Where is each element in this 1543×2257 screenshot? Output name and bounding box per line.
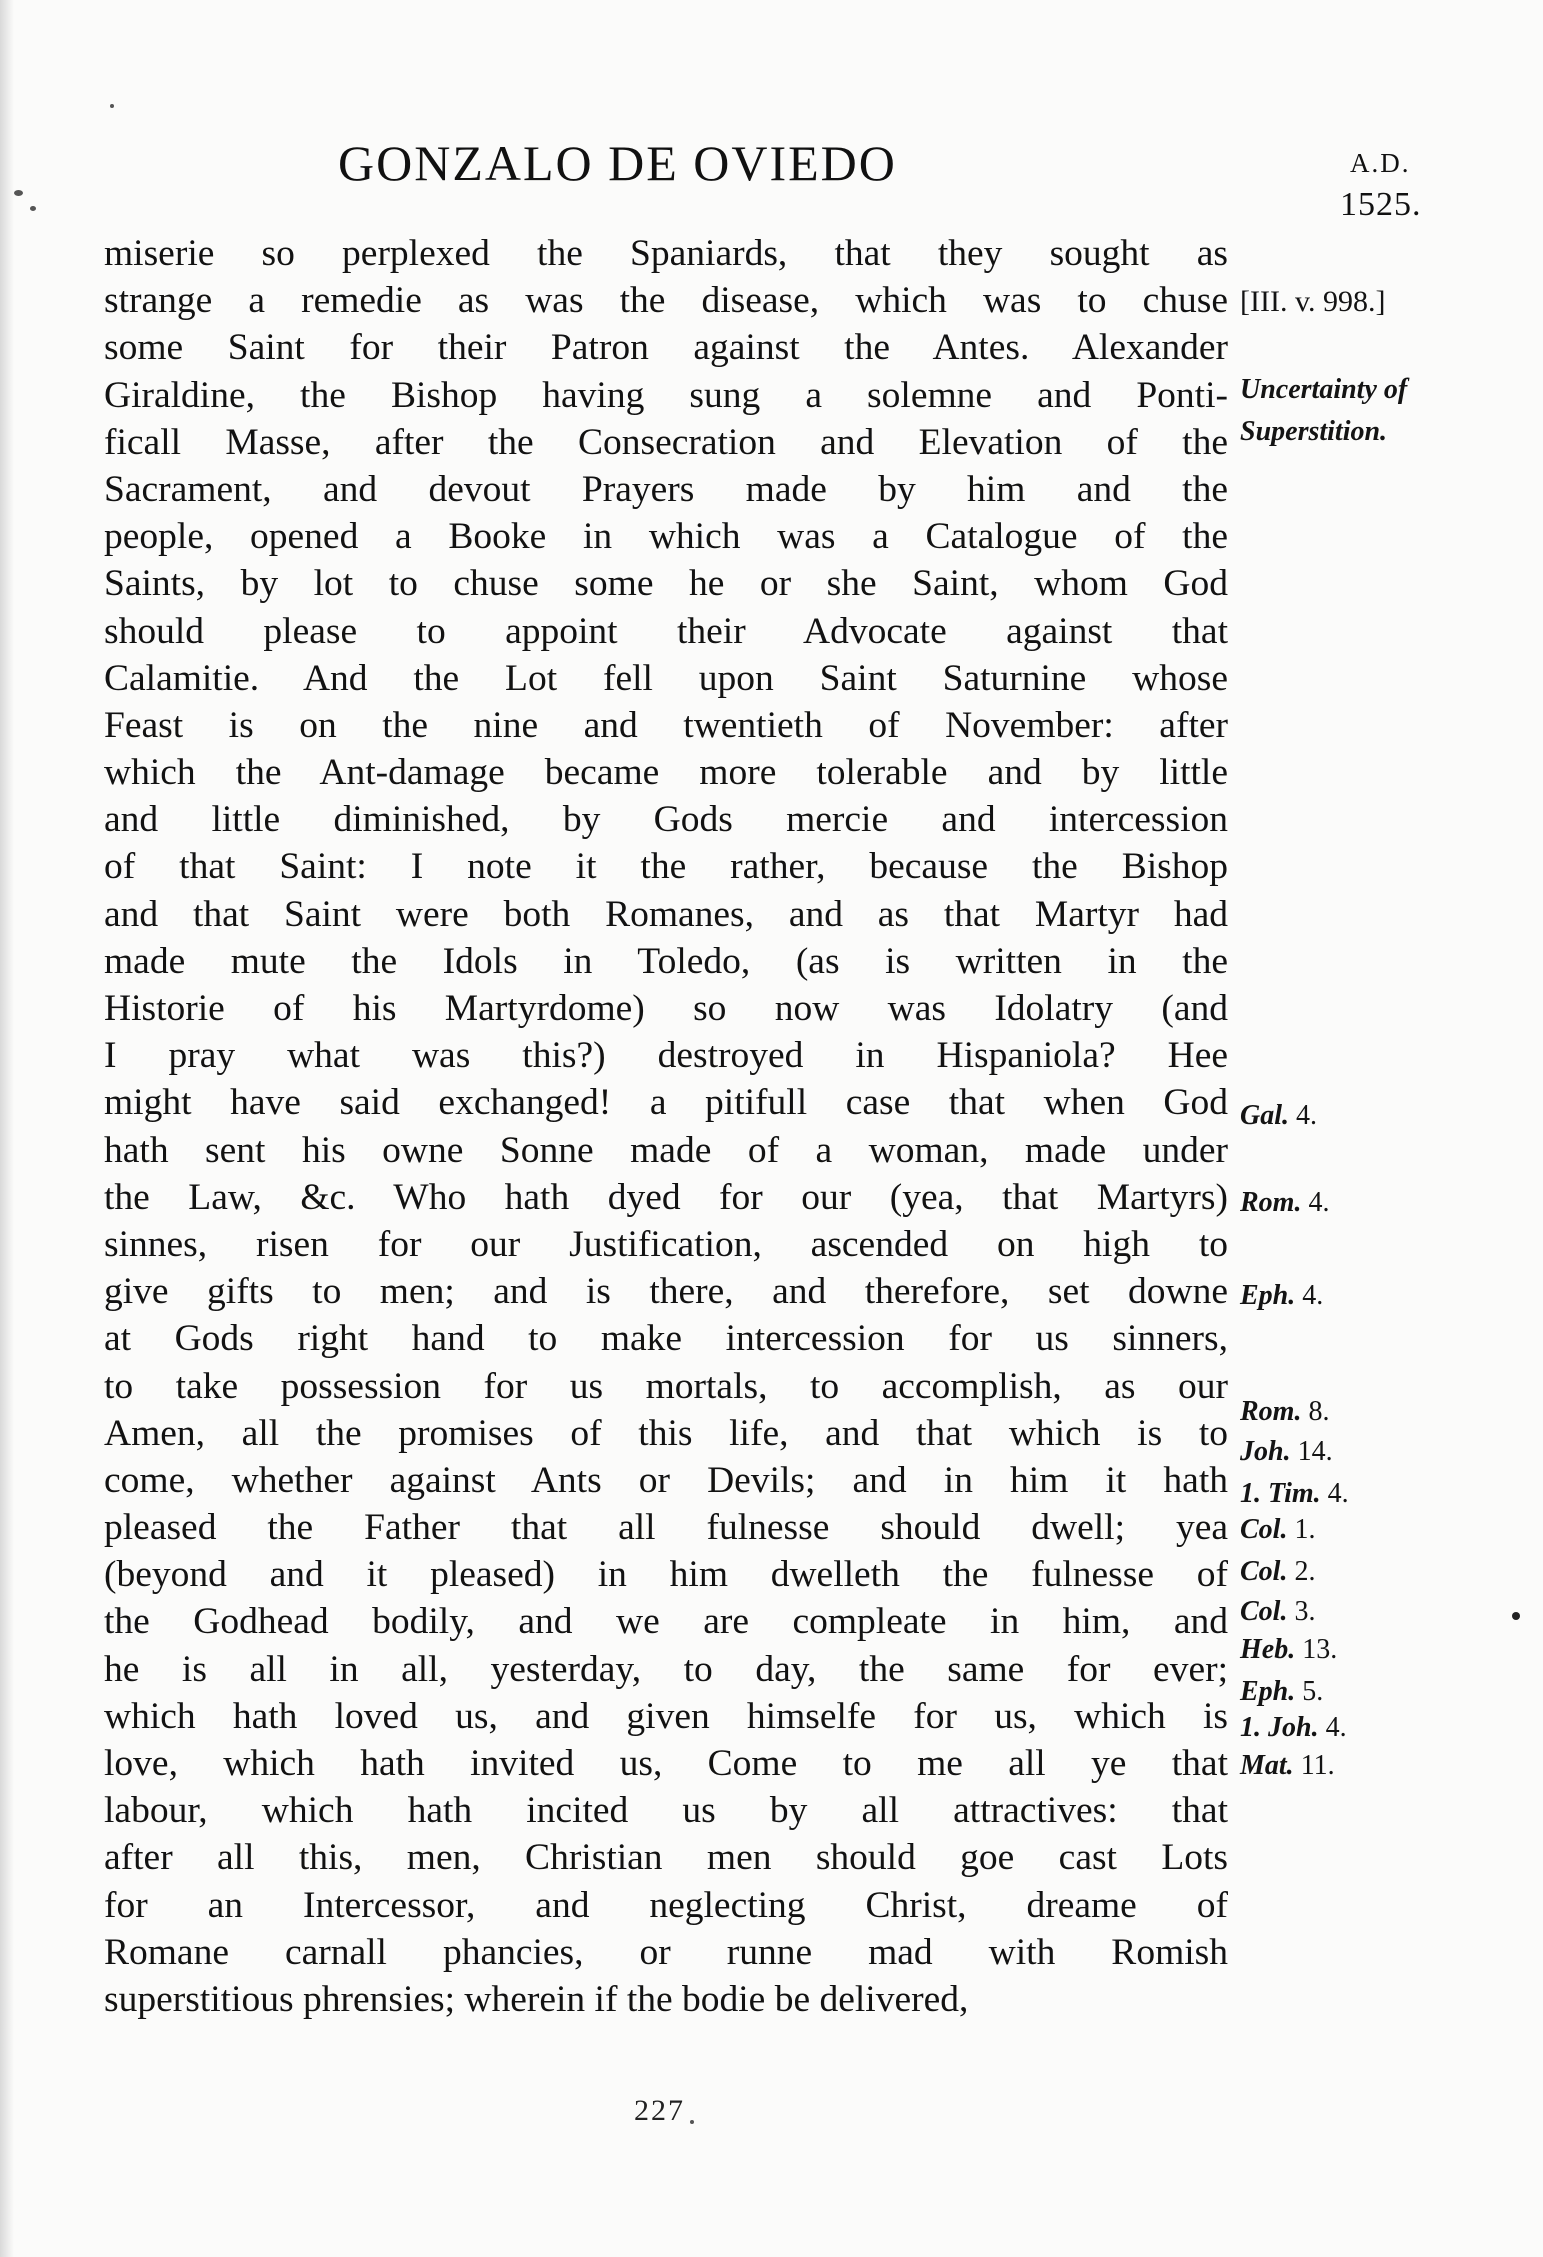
text-line: Giraldine, the Bishop having sung a solemne and Ponti-: [104, 374, 1228, 416]
volume-reference: [III. v. 998.]: [1240, 285, 1386, 318]
text-line: and little diminished, by Gods mercie and intercession: [104, 799, 1228, 841]
text-line: should please to appoint their Advocate against that: [104, 610, 1228, 652]
ref-number: 11.: [1300, 1750, 1335, 1781]
ref-number: 4.: [1302, 1280, 1324, 1311]
scripture-ref: [1240, 1750, 1335, 1782]
scripture-ref: [1240, 1634, 1337, 1666]
text-line: (beyond and it pleased) in him dwelleth the fulnesse of: [104, 1554, 1228, 1596]
ref-number: 4.: [1325, 1712, 1347, 1743]
text-line: miserie so perplexed the Spaniards, that they sought as: [104, 233, 1228, 274]
ad-label: A.D.: [1350, 148, 1411, 178]
text-line: Romane carnall phancies, or runne mad with Romish: [104, 1931, 1228, 1973]
ref-number: 13.: [1302, 1634, 1338, 1665]
text-line: the Law, &c. Who hath dyed for our (yea, that Martyrs): [104, 1176, 1228, 1218]
ref-number: 14.: [1297, 1436, 1333, 1467]
text-line: to take possession for us mortals, to accomplish, as our: [104, 1365, 1228, 1407]
scripture-ref: [1240, 1280, 1323, 1312]
ink-speck: [690, 2120, 694, 2124]
text-line: come, whether against Ants or Devils; and in him it hath: [104, 1459, 1228, 1501]
ref-number: 4.: [1308, 1187, 1330, 1218]
ref-book: 1. Tim.: [1240, 1478, 1321, 1509]
text-line: superstitious phrensies; wherein if the bodie be delivered,: [104, 1978, 969, 2020]
text-line: love, which hath invited us, Come to me all ye that: [104, 1743, 1228, 1784]
scripture-ref: [1240, 1676, 1323, 1708]
ink-speck: [110, 104, 114, 108]
ref-book: Rom.: [1240, 1187, 1302, 1218]
text-line: of that Saint: I note it the rather, because the Bishop: [104, 846, 1228, 888]
page-number: 227: [634, 2094, 685, 2127]
text-line: the Godhead bodily, and we are compleate in him, and: [104, 1601, 1228, 1643]
ref-number: 8.: [1308, 1396, 1330, 1427]
text-line: which the Ant-damage became more tolerable and by little: [104, 752, 1228, 794]
text-line: some Saint for their Patron against the Antes. Alexander: [104, 327, 1228, 369]
page-edge-shadow: [0, 0, 14, 2257]
text-line: Saints, by lot to chuse some he or she Saint, whom God: [104, 563, 1228, 605]
ref-book: Col.: [1240, 1596, 1288, 1627]
main-text-block: [104, 230, 1228, 2023]
ref-number: 4.: [1327, 1478, 1349, 1509]
scripture-ref: [1240, 1514, 1315, 1546]
ref-book: Joh.: [1240, 1436, 1291, 1467]
scripture-ref: [1240, 1478, 1349, 1510]
ref-book: Rom.: [1240, 1396, 1302, 1427]
text-line: at Gods right hand to make intercession for us sinners,: [104, 1318, 1228, 1360]
text-line: Amen, all the promises of this life, and that which is to: [104, 1412, 1228, 1454]
text-line: I pray what was this?) destroyed in Hispaniola? Hee: [104, 1035, 1228, 1077]
margin-note-line-1: Uncertainty of: [1240, 374, 1408, 405]
text-line: sinnes, risen for our Justification, ascended on high to: [104, 1223, 1228, 1265]
text-line: hath sent his owne Sonne made of a woman, made under: [104, 1129, 1228, 1171]
text-line: and that Saint were both Romanes, and as that Martyr had: [104, 893, 1228, 935]
text-line: might have said exchanged! a pitifull case that when God: [104, 1082, 1228, 1124]
ref-number: 3.: [1294, 1596, 1316, 1627]
ref-number: 1.: [1294, 1514, 1316, 1545]
scripture-ref: [1240, 1712, 1347, 1744]
text-line: Calamitie. And the Lot fell upon Saint Saturnine whose: [104, 657, 1228, 699]
text-line: he is all in all, yesterday, to day, the same for ever;: [104, 1648, 1228, 1690]
ref-book: Gal.: [1240, 1100, 1289, 1131]
ref-book: Eph.: [1240, 1676, 1296, 1707]
text-line: for an Intercessor, and neglecting Christ, dreame of: [104, 1884, 1228, 1926]
text-line: people, opened a Booke in which was a Catalogue of the: [104, 516, 1228, 558]
text-line: after all this, men, Christian men should goe cast Lots: [104, 1837, 1228, 1879]
text-line: Sacrament, and devout Prayers made by him and the: [104, 468, 1228, 510]
ref-number: 5.: [1302, 1676, 1324, 1707]
scripture-ref: [1240, 1556, 1315, 1588]
ink-speck: [1512, 1612, 1520, 1620]
ref-book: Col.: [1240, 1556, 1288, 1587]
text-line: give gifts to men; and is there, and therefore, set downe: [104, 1271, 1228, 1313]
running-title: GONZALO DE OVIEDO: [338, 135, 897, 191]
scripture-ref: [1240, 1100, 1317, 1132]
ref-number: 4.: [1296, 1100, 1317, 1131]
text-line: Historie of his Martyrdome) so now was Idolatry (and: [104, 988, 1228, 1029]
year-label: 1525.: [1340, 186, 1422, 223]
scripture-ref: [1240, 1396, 1329, 1428]
text-line: made mute the Idols in Toledo, (as is written in the: [104, 940, 1228, 982]
text-line: strange a remedie as was the disease, which was to chuse: [104, 280, 1228, 322]
ink-speck: [30, 206, 36, 211]
scripture-ref: [1240, 1596, 1315, 1628]
ref-book: Heb.: [1240, 1634, 1296, 1665]
ref-number: 2.: [1294, 1556, 1316, 1587]
ref-book: Mat.: [1240, 1750, 1294, 1781]
text-line: which hath loved us, and given himselfe for us, which is: [104, 1695, 1228, 1737]
margin-note-line-2: Superstition.: [1240, 416, 1388, 447]
text-line: pleased the Father that all fulnesse should dwell; yea: [104, 1507, 1228, 1549]
scripture-ref: [1240, 1187, 1329, 1219]
ref-book: Eph.: [1240, 1280, 1296, 1311]
text-line: Feast is on the nine and twentieth of November: after: [104, 704, 1228, 746]
ink-speck: [14, 190, 23, 196]
scripture-ref: [1240, 1436, 1333, 1468]
text-line: labour, which hath incited us by all attractives: that: [104, 1790, 1228, 1832]
text-line: ficall Masse, after the Consecration and Elevation of the: [104, 421, 1228, 463]
ref-book: 1. Joh.: [1240, 1712, 1319, 1743]
ref-book: Col.: [1240, 1514, 1288, 1545]
